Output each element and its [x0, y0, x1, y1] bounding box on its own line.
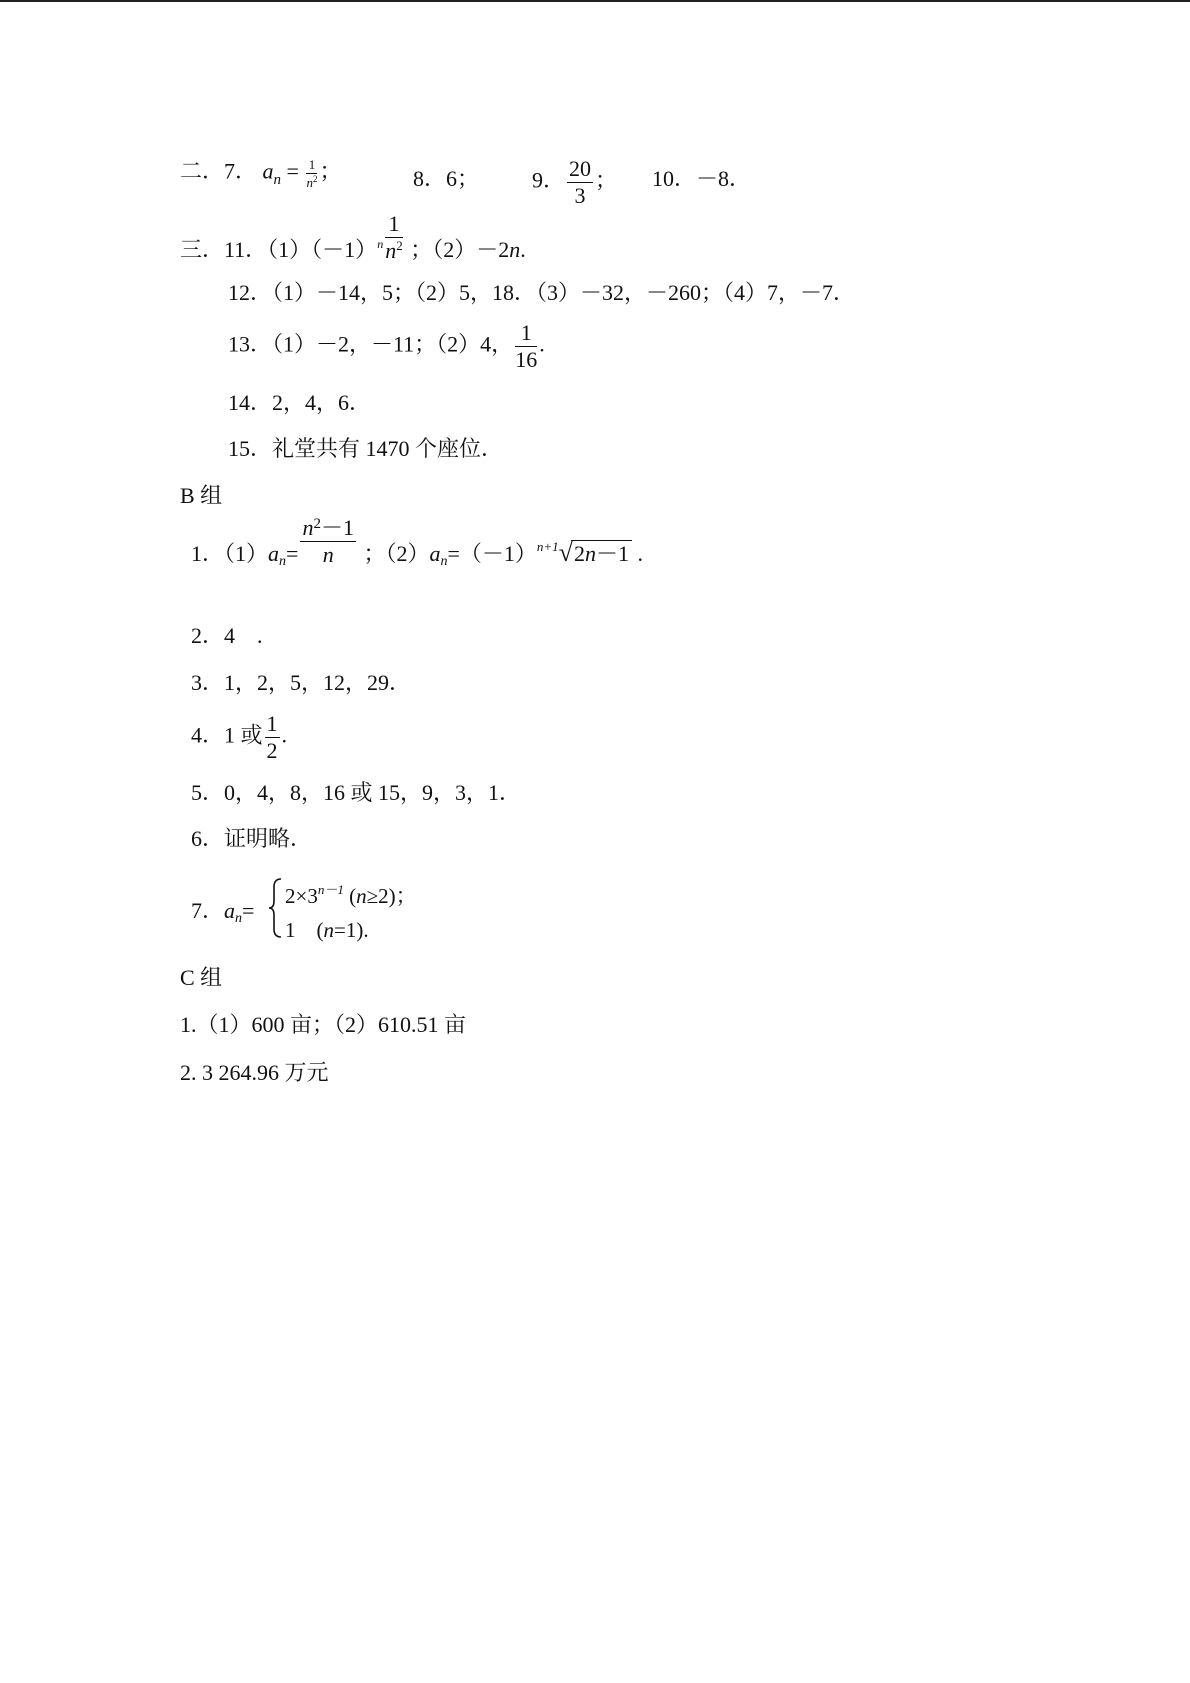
b-q1-sqrt-body [571, 540, 632, 565]
b-q7-case2-val: 1 ( [285, 918, 324, 942]
q11-part2: ；（2）－2 [404, 236, 510, 262]
b-q1-equals: = [286, 541, 299, 566]
group-b-q3: 3．1，2，5，12，29． [191, 670, 412, 695]
b-q7-equals: = [242, 898, 255, 923]
b-q1-num-rest: －1 [320, 515, 354, 541]
formula-a: a [262, 158, 274, 184]
q13-text: 13．（1）－2，－11；（2）4， [228, 331, 514, 357]
q11-denominator [385, 238, 403, 262]
b-q7-case2-cond: =1). [334, 918, 369, 942]
answer-q8: 8．6； [413, 166, 480, 191]
b-q1-sqrt-2: 2 [573, 541, 585, 566]
q9-numerator: 20 [569, 156, 592, 181]
b-q1-part2: ；（2） [357, 541, 430, 566]
q11-fraction [385, 213, 403, 262]
group-b-q1 [191, 515, 643, 569]
b-q4-numerator: 1 [266, 711, 278, 736]
q11-end: . [520, 236, 526, 262]
group-b-q5: 5．0，4，8，16 或 15，9，3，1． [191, 780, 522, 805]
b-q1-sqrt-n: n [584, 541, 596, 566]
q9-denominator: 3 [574, 183, 586, 208]
q11-text: 三．11．（1）（－1） [180, 236, 378, 262]
group-b-q7 [191, 898, 255, 926]
formula-fraction [306, 158, 317, 189]
q13-numerator: 1 [515, 322, 537, 347]
b-q1-sub-n: n [279, 554, 287, 569]
b-q1-sqrt-rest: －1 [595, 541, 629, 566]
answer-q14: 14．2，4，6． [228, 390, 372, 415]
b-q4-end: . [281, 722, 288, 748]
denominator-exponent: 2 [312, 174, 318, 184]
fraction-numerator: 1 [306, 158, 317, 174]
page-top-border [0, 0, 1190, 2]
answer-q9 [532, 158, 617, 207]
b-q1-num-exp: 2 [313, 516, 321, 533]
q11-n: n [509, 236, 521, 262]
b-q1-end: . [631, 541, 643, 566]
b-q7-case1-base: 2×3 [285, 884, 318, 908]
group-b-q6: 6．证明略． [191, 826, 313, 851]
b-q7-sub-n: n [235, 911, 243, 926]
b-q7-case1-open: ( [343, 884, 357, 908]
b-q7-label: 7． [191, 898, 225, 923]
group-c-heading: C 组 [180, 965, 223, 990]
b-q1-num-n: n [302, 515, 314, 541]
answer-q12: 12．（1）－14，5；（2）5，18．（3）－32，－260；（4）7，－7． [228, 280, 856, 305]
b-q7-case-2 [285, 914, 369, 944]
q11-superscript: n [377, 236, 384, 251]
q9-tail: ； [595, 167, 618, 193]
b-q1-fraction [300, 517, 356, 566]
b-q7-case1-exp: n－1 [317, 882, 344, 897]
answer-q15: 15．礼堂共有 1470 个座位． [228, 436, 504, 461]
b-q7-case2-n: n [323, 918, 334, 942]
denominator-n: n [306, 175, 313, 190]
group-c-q2: 2. 3 264.96 万元 [180, 1060, 329, 1085]
q13-fraction [515, 322, 537, 371]
b-q1-sub-n2: n [440, 554, 448, 569]
answer-line-section2 [180, 158, 341, 189]
b-q1-numerator [300, 517, 356, 542]
b-q1-equals2: =（－1） [447, 541, 537, 566]
group-b-q4 [191, 713, 287, 762]
b-q4-denominator: 2 [266, 738, 278, 763]
section2-semicolon: ； [319, 158, 342, 184]
q11-numerator: 1 [385, 213, 403, 238]
b-q4-fraction [265, 713, 280, 762]
q9-label: 9． [532, 167, 566, 193]
radical-sign-icon: √ [558, 538, 573, 567]
formula-subscript-n: n [273, 171, 282, 188]
q11-den-n: n [385, 238, 397, 263]
q11-den-exp: 2 [396, 238, 403, 253]
group-b-heading: B 组 [180, 483, 223, 508]
group-c-q1: 1.（1）600 亩；（2）610.51 亩 [180, 1012, 467, 1037]
answer-q10: 10．－8． [652, 166, 752, 191]
answer-q11 [180, 213, 526, 262]
answer-q13 [228, 322, 545, 371]
q13-end: . [539, 331, 545, 357]
left-brace-icon [268, 877, 284, 939]
b-q1-denominator [300, 542, 356, 566]
b-q4-text: 4．1 或 [191, 722, 263, 748]
formula-equals: = [281, 158, 305, 184]
b-q1-den-n: n [322, 542, 334, 568]
b-q7-case1-cond: ≥2)； [366, 884, 417, 908]
b-q1-a2: a [429, 541, 441, 566]
b-q7-a: a [224, 898, 236, 923]
q9-fraction [567, 158, 593, 207]
fraction-denominator [306, 174, 317, 189]
b-q1-a: a [268, 541, 280, 566]
q13-denominator: 16 [515, 347, 538, 372]
group-b-q2: 2．4 . [191, 623, 263, 648]
section2-prefix: 二．7． [180, 158, 258, 184]
b-q7-case1-n: n [356, 884, 367, 908]
b-q1-label: 1．（1） [191, 541, 269, 566]
b-q1-superscript: n+1 [536, 539, 559, 554]
b-q7-case-1 [285, 880, 417, 910]
